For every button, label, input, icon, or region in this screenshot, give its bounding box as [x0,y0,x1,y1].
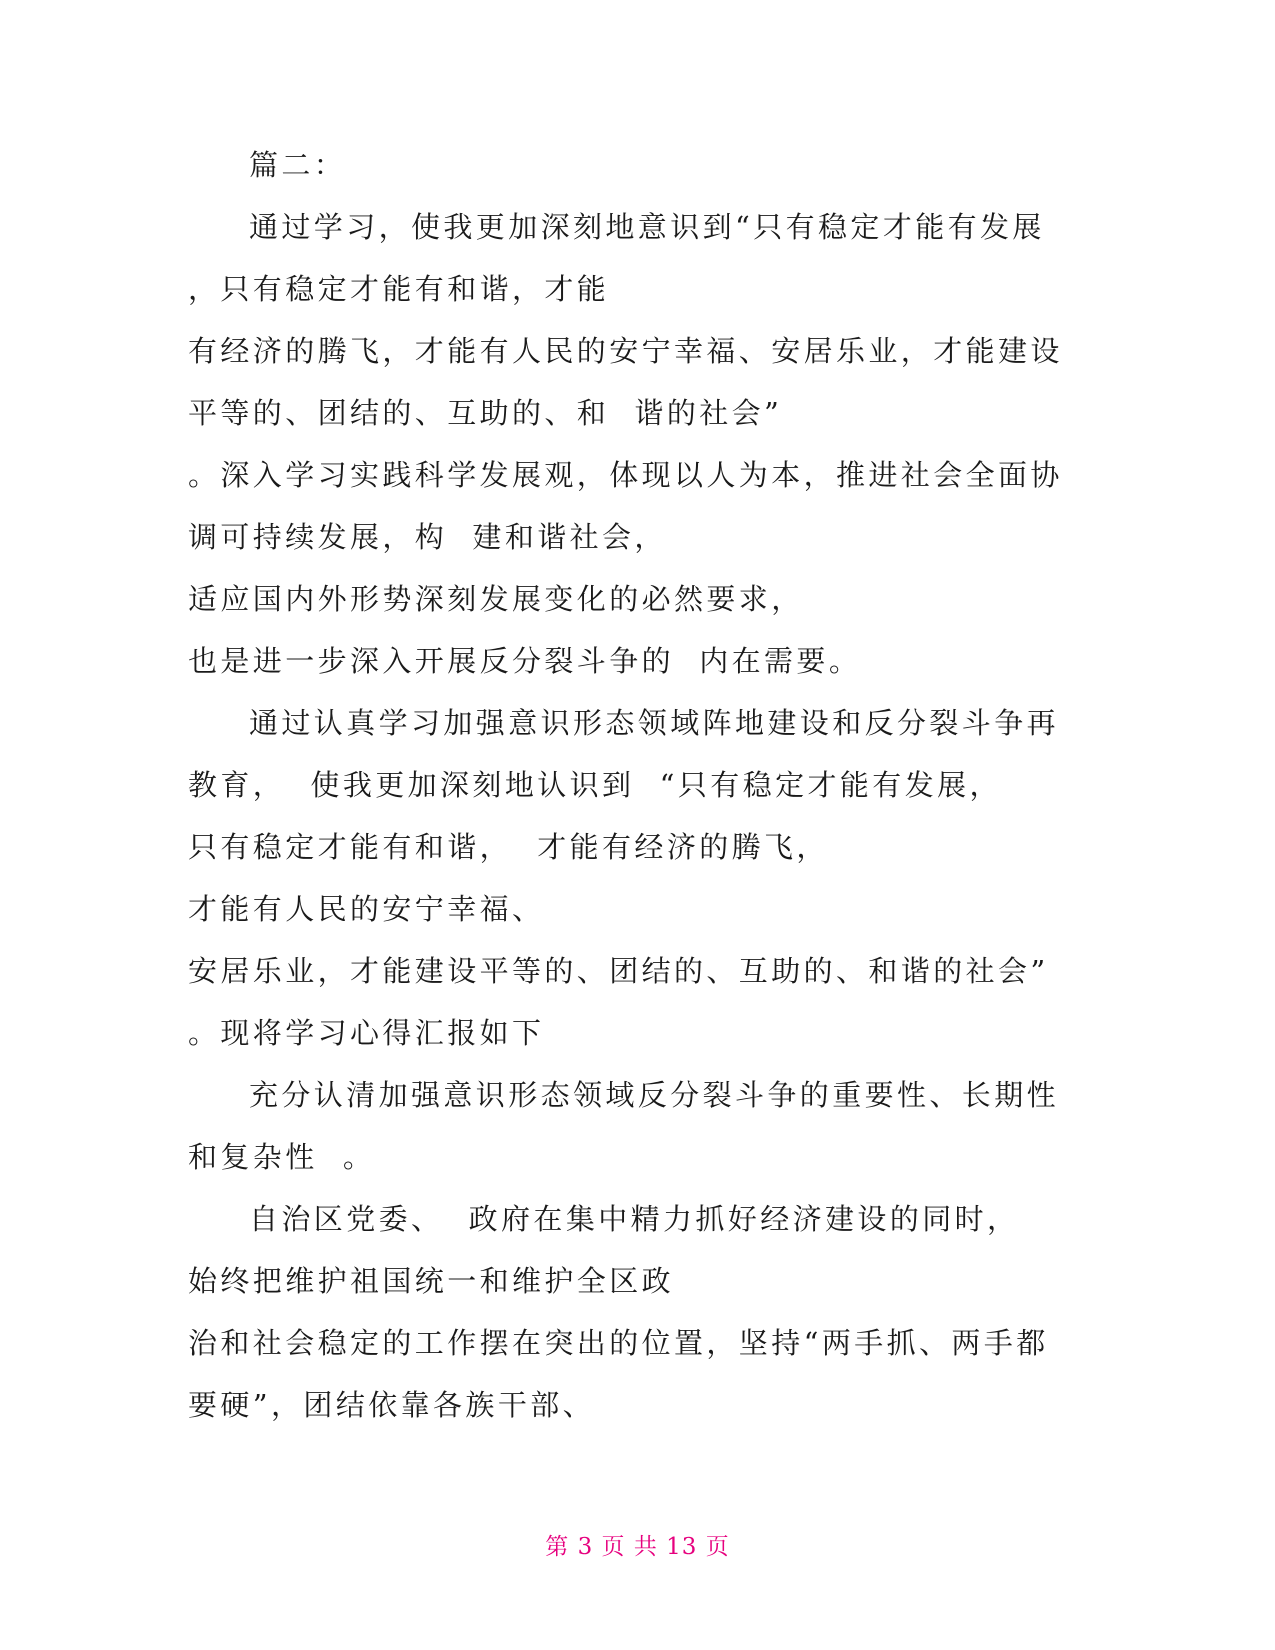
paragraph-line: 充分认清加强意识形态领域反分裂斗争的重要性、长期性 [249,1078,1060,1112]
paragraph-line: 治和社会稳定的工作摆在突出的位置，坚持“两手抓、两手都 [188,1326,1049,1360]
paragraph-line: 要硬”，团结依靠各族干部、 [188,1388,596,1422]
paragraph-line: 通过学习，使我更加深刻地意识到“只有稳定才能有发展 [249,210,1045,244]
paragraph-line: 和复杂性 。 [188,1140,376,1174]
paragraph-line: ，只有稳定才能有和谐，才能 [188,272,610,306]
paragraph-line: 自治区党委、 政府在集中精力抓好经济建设的同时， [249,1202,1020,1236]
paragraph-line: 只有稳定才能有和谐， 才能有经济的腾飞， [188,830,829,864]
paragraph-line: 教育， 使我更加深刻地认识到 “只有稳定才能有发展， [188,768,1002,802]
paragraph-line: 也是进一步深入开展反分裂斗争的 内在需要。 [188,644,862,678]
paragraph-line: 有经济的腾飞，才能有人民的安宁幸福、安居乐业，才能建设 [188,334,1063,368]
paragraph-line: 始终把维护祖国统一和维护全区政 [188,1264,675,1298]
paragraph-line: 。深入学习实践科学发展观，体现以人为本，推进社会全面协 [188,458,1063,492]
paragraph-line: 平等的、团结的、互助的、和 谐的社会” [188,396,783,430]
paragraph-line: 调可持续发展，构 建和谐社会， [188,520,667,554]
paragraph-line: 适应国内外形势深刻发展变化的必然要求， [188,582,804,616]
page-number-footer: 第 3 页 共 13 页 [545,1534,730,1560]
section-heading: 篇二： [249,148,347,182]
paragraph-line: 。现将学习心得汇报如下 [188,1016,545,1050]
paragraph-line: 安居乐业，才能建设平等的、团结的、互助的、和谐的社会” [188,954,1049,988]
paragraph-line: 才能有人民的安宁幸福、 [188,892,545,926]
paragraph-line: 通过认真学习加强意识形态领域阵地建设和反分裂斗争再 [249,706,1060,740]
